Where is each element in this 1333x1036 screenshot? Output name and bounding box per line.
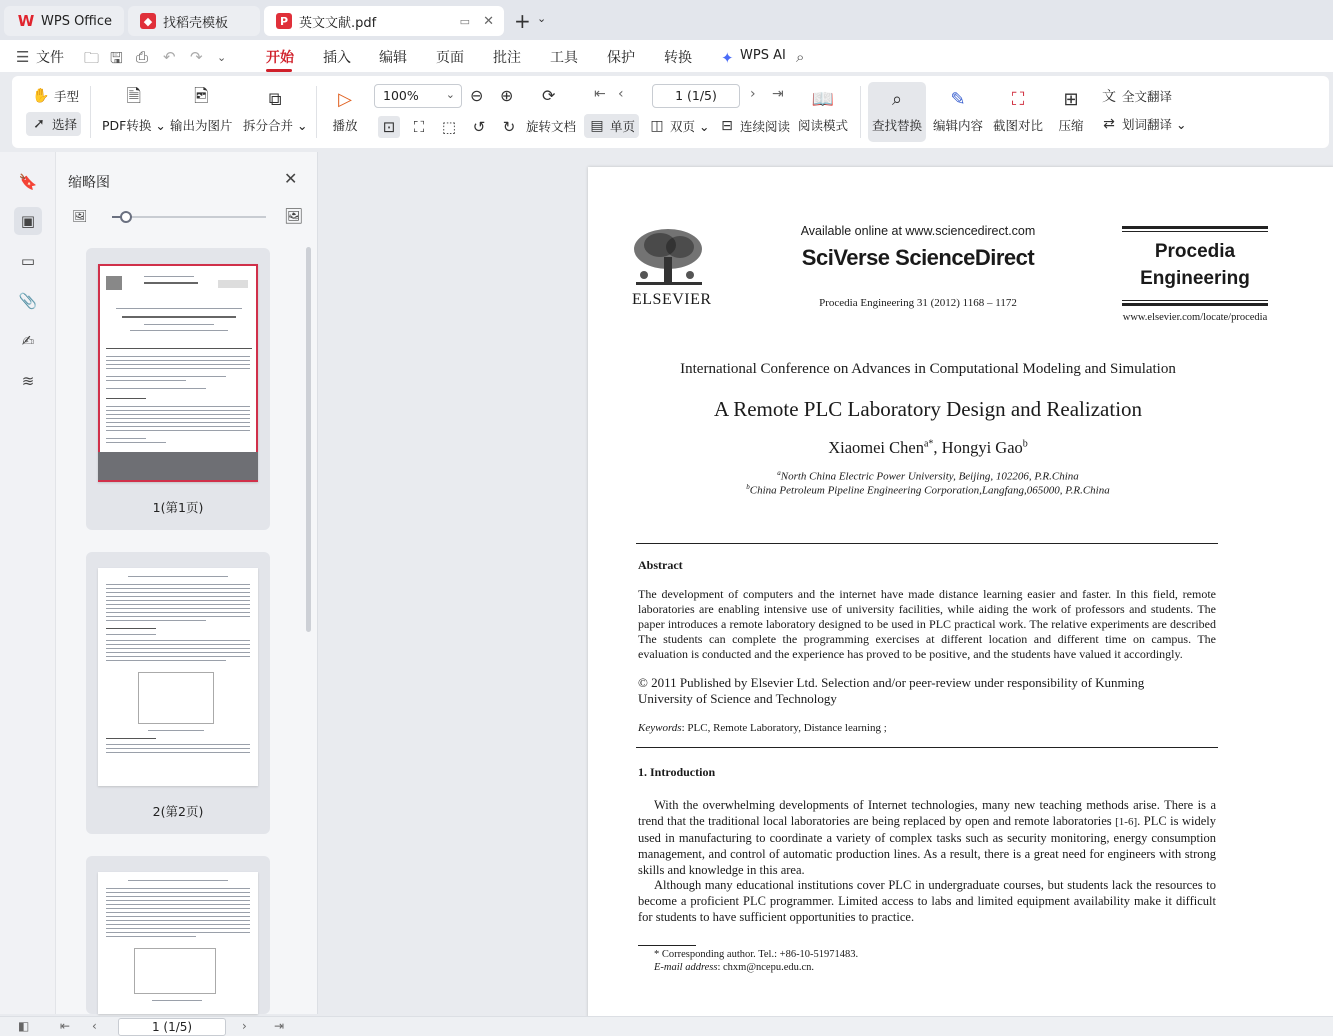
intro-text-a: With the overwhelming developments of Internet technologies, many new teaching methods arise. There is a trend that the traditional local laboratories are being replaced by open and remote laboratories	[638, 798, 1216, 828]
slider-handle[interactable]	[120, 211, 132, 223]
word-translate-label: 划词翻译	[1122, 117, 1173, 132]
tab-label: 找稻壳模板	[163, 15, 229, 31]
thumbnail-page-2[interactable]	[98, 568, 258, 786]
thumbnail-panel	[56, 152, 318, 1014]
double-page-label: 双页	[670, 119, 696, 134]
screenshot-compare-label: 截图对比	[993, 118, 1044, 133]
pdf-to-word-icon: 🗎	[126, 86, 142, 107]
thumbnail-panel-title: 缩略图	[68, 175, 110, 191]
tab-docer-template[interactable]	[128, 6, 260, 36]
status-bar	[0, 1016, 1333, 1036]
pdf-convert-label: PDF转换	[102, 118, 152, 133]
fit-width-icon[interactable]: ⬚	[441, 118, 457, 136]
find-replace-button[interactable]	[868, 82, 926, 142]
divider	[90, 86, 91, 138]
hamburger-icon[interactable]: ☰	[16, 48, 30, 66]
play-label: 播放	[332, 118, 358, 133]
edit-content-button[interactable]	[933, 86, 983, 134]
thumbnail-scrollbar[interactable]	[306, 247, 311, 632]
large-image-icon[interactable]: 🖼	[284, 207, 304, 225]
status-page-input[interactable]: 1 (1/5)	[118, 1018, 226, 1036]
wps-ai-icon: ✦	[721, 49, 734, 67]
affiliation-b	[628, 483, 1228, 497]
bookmark-icon[interactable]: 🔖	[18, 173, 38, 191]
folder-icon[interactable]: 🗀	[84, 49, 100, 67]
layers-icon[interactable]: ≋	[21, 372, 35, 390]
close-icon[interactable]: ✕	[284, 169, 298, 188]
rotate-right-icon[interactable]: ↻	[502, 118, 516, 136]
menu-edit[interactable]: 编辑	[379, 50, 407, 66]
introduction-paragraph-1	[638, 797, 1216, 878]
journal-name-line1: Procedia	[1154, 241, 1236, 262]
affiliation-a-sup: a	[777, 469, 781, 477]
introduction-paragraph-2: Although many educational institutions cover PLC in undergraduate courses, but students lack the resources to become a proficient PLC programmer. Limited access to labs and limited equipment availability make it difficult for students to have sufficient opportunities to practice.	[638, 878, 1216, 924]
full-translate-label: 全文翻译	[1122, 89, 1173, 104]
split-merge-icon: ⧉	[268, 88, 282, 110]
footnote-email	[654, 962, 814, 973]
email-value: : chxm@ncepu.edu.cn.	[717, 962, 815, 973]
chevron-down-icon[interactable]: ⌄	[217, 51, 227, 64]
keywords	[638, 722, 887, 734]
menu-tools[interactable]: 工具	[550, 50, 578, 66]
full-translate-button[interactable]	[1096, 84, 1176, 108]
screenshot-icon: ⛶	[1011, 88, 1025, 110]
conference-name: International Conference on Advances in Computational Modeling and Simulation	[680, 361, 1176, 377]
hand-tool-button[interactable]	[28, 84, 83, 108]
comment-icon[interactable]: ▭	[20, 252, 36, 270]
compress-button[interactable]	[1058, 86, 1084, 134]
footnote-corresponding: * Corresponding author. Tel.: +86-10-51971483.	[654, 949, 859, 960]
split-merge-label: 拆分合并	[243, 118, 294, 133]
pdf-convert-button[interactable]: 🗎 PDF转换 ⌄	[102, 86, 166, 133]
hand-tool-label: 手型	[54, 89, 80, 104]
abstract-heading: Abstract	[638, 558, 683, 572]
pdf-page	[588, 167, 1333, 1027]
menu-page[interactable]: 页面	[436, 50, 464, 66]
double-page-icon: ◫	[650, 118, 664, 134]
keywords-text: : PLC, Remote Laboratory, Distance learning ;	[681, 722, 887, 734]
author-1-sup: a*	[923, 438, 934, 450]
available-online: Available online at www.sciencedirect.com	[800, 224, 1036, 238]
save-icon[interactable]: 🖫	[110, 49, 123, 67]
thumbnail-page-1[interactable]	[98, 264, 258, 482]
citation: Procedia Engineering 31 (2012) 1168 – 1172	[819, 297, 1017, 309]
thumbnail-label: 2(第2页)	[152, 804, 204, 819]
undo-icon[interactable]: ↶	[163, 48, 176, 66]
search-icon: ⌕	[891, 88, 903, 110]
signature-icon[interactable]: ✍	[21, 332, 35, 350]
thumbnail-footer-shade	[98, 452, 258, 480]
continuous-label: 连续阅读	[740, 119, 791, 134]
double-page-button[interactable]: ◫ 双页 ⌄	[644, 114, 713, 138]
read-mode-label: 阅读模式	[798, 118, 849, 133]
left-rail	[0, 152, 56, 1014]
translate-icon: 文	[1102, 89, 1116, 105]
new-tab-icon[interactable]: +	[514, 9, 531, 33]
authors	[628, 438, 1228, 458]
thumbnail-size-slider[interactable]	[112, 216, 266, 218]
menu-convert[interactable]: 转换	[664, 50, 692, 66]
last-page-icon[interactable]: ⇥	[274, 1019, 285, 1033]
menu-file[interactable]: 文件	[36, 50, 64, 66]
page-number-input[interactable]: 1 (1/5)	[652, 84, 740, 108]
thumbnail-card[interactable]	[86, 856, 270, 1014]
word-translate-button[interactable]: ⇄ 划词翻译 ⌄	[1096, 112, 1190, 136]
chevron-down-icon: ⌄	[445, 88, 455, 101]
pdf-icon: P	[276, 13, 292, 29]
journal-url[interactable]: www.elsevier.com/locate/procedia	[1122, 312, 1268, 323]
edit-content-label: 编辑内容	[933, 118, 984, 133]
tab-wps-office[interactable]	[4, 6, 124, 36]
compress-icon: ⊞	[1063, 88, 1079, 110]
cursor-icon: ➚	[33, 116, 45, 132]
next-page-icon[interactable]: ›	[750, 86, 756, 102]
wps-logo-icon: W	[17, 12, 35, 30]
rotate-doc-label[interactable]: 旋转文档	[526, 119, 577, 134]
publisher-name: ELSEVIER	[632, 291, 712, 308]
rotate-doc-icon[interactable]: ⟳	[542, 86, 556, 105]
affiliation-b-sup: b	[746, 483, 750, 491]
actual-size-icon[interactable]: ⊡	[378, 116, 400, 138]
author-2: Hongyi Gao	[941, 438, 1023, 457]
active-menu-indicator	[266, 69, 292, 72]
section-rule	[636, 543, 1218, 544]
image-export-icon: 🖻	[194, 86, 209, 107]
chevron-down-icon[interactable]: ⌄	[537, 12, 547, 25]
figure-diagram	[134, 948, 216, 994]
footnote-rule	[638, 945, 696, 946]
copyright-notice: © 2011 Published by Elsevier Ltd. Selection and/or peer-review under responsibility of Kunming University of Science and Technology	[638, 675, 1145, 706]
zoom-out-icon[interactable]: ⊖	[470, 86, 484, 105]
keywords-label: Keywords	[638, 722, 682, 734]
select-tool-button[interactable]	[26, 112, 81, 136]
journal-rule	[1122, 303, 1268, 306]
section-rule	[636, 747, 1218, 748]
email-label: E-mail address	[654, 962, 718, 973]
rotate-left-icon[interactable]: ↺	[472, 118, 486, 136]
continuous-read-button[interactable]	[714, 114, 794, 138]
thumbnail-label: 1(第1页)	[152, 500, 204, 515]
next-page-icon[interactable]: ›	[242, 1019, 247, 1033]
tab-label: WPS Office	[41, 13, 113, 29]
hand-icon: ✋	[32, 88, 50, 104]
introduction-heading: 1. Introduction	[638, 765, 716, 779]
journal-rule	[1122, 231, 1268, 232]
menu-bar	[0, 40, 1333, 72]
thumbnail-page-3[interactable]	[98, 872, 258, 1014]
close-icon[interactable]: ✕	[483, 13, 494, 29]
sidebar-toggle-icon[interactable]: ◧	[18, 1019, 30, 1033]
menu-annotate[interactable]: 批注	[493, 50, 521, 66]
first-page-icon[interactable]: ⇤	[594, 86, 606, 102]
search-icon[interactable]: ⌕	[796, 48, 805, 66]
screenshot-compare-button[interactable]	[993, 86, 1043, 134]
single-page-button[interactable]	[584, 114, 639, 138]
zoom-in-icon[interactable]: ⊕	[500, 86, 514, 105]
paper-title: A Remote PLC Laboratory Design and Realization	[713, 397, 1143, 421]
elsevier-tree-logo	[630, 227, 706, 287]
journal-name-line2: Engineering	[1140, 268, 1250, 289]
single-page-icon: ▤	[590, 118, 604, 134]
abstract-text: The development of computers and the internet have made distance learning easier and faster. In this field, remote laboratories are enabling intensive use of university facilities, while aiding the work of professors and students. The paper introduces a remote laboratory designed to be used in PLC practical work. The relative experiments are described The students can complete the programming exercises at different location and different time on campus. The evaluation is conducted and the experience has proved to be positive, and the students have valued it accordingly.	[638, 587, 1216, 661]
figure-diagram	[138, 672, 214, 724]
thumbnail-icon[interactable]: ▣	[14, 207, 42, 235]
journal-rule	[1122, 226, 1268, 229]
ribbon-toolbar	[12, 76, 1329, 148]
export-image-button[interactable]	[170, 86, 233, 134]
play-icon: ▷	[338, 88, 352, 110]
select-tool-label: 选择	[52, 117, 78, 132]
author-separator: ,	[933, 438, 942, 457]
zoom-value: 100%	[383, 88, 419, 103]
thumbnail-card[interactable]	[86, 552, 270, 834]
export-image-label: 输出为图片	[170, 118, 233, 133]
affiliation-b-text: China Petroleum Pipeline Engineering Corporation,Langfang,065000, P.R.China	[749, 484, 1110, 497]
menu-protect[interactable]: 保护	[607, 50, 635, 66]
book-icon: 📖	[811, 88, 835, 110]
document-viewport	[318, 152, 1333, 1014]
split-merge-button[interactable]: ⧉ 拆分合并 ⌄	[243, 86, 307, 134]
author-2-sup: b	[1022, 438, 1028, 450]
intro-text-b: . PLC is widely used in manufacturing to coordinate a variety of complex tasks such as security monitoring, energy consumption management, and control of automatic production lines. As a result, there is a great need for engineers with strong skills and knowledge in this area.	[638, 814, 1216, 877]
small-image-icon[interactable]: 🖼	[72, 209, 88, 223]
play-button[interactable]	[332, 86, 358, 134]
compress-label: 压缩	[1058, 118, 1084, 133]
author-1: Xiaomei Chen	[828, 438, 924, 457]
find-replace-label: 查找替换	[871, 118, 922, 133]
brand-name: SciVerse ScienceDirect	[801, 245, 1035, 270]
tab-pdf-document[interactable]	[264, 6, 504, 36]
word-translate-icon: ⇄	[1103, 116, 1115, 132]
prev-page-icon[interactable]: ‹	[618, 86, 624, 102]
divider	[316, 86, 317, 138]
attachment-icon[interactable]: 📎	[18, 292, 38, 310]
read-mode-button[interactable]	[798, 86, 848, 134]
first-page-icon[interactable]: ⇤	[60, 1019, 71, 1033]
tab-bar	[0, 0, 1333, 40]
window-mode-icon[interactable]: ▭	[459, 14, 470, 28]
last-page-icon[interactable]: ⇥	[772, 86, 784, 102]
affiliation-a	[628, 469, 1228, 483]
tab-label: 英文文献.pdf	[299, 15, 377, 31]
affiliation-a-text: North China Electric Power University, Beijing, 102206, P.R.China	[780, 470, 1079, 483]
docer-icon: ◆	[140, 13, 156, 29]
thumbnail-card[interactable]	[86, 248, 270, 530]
menu-home[interactable]: 开始	[266, 50, 294, 66]
edit-icon: ✎	[950, 88, 966, 110]
prev-page-icon[interactable]: ‹	[92, 1019, 97, 1033]
single-page-label: 单页	[610, 119, 636, 134]
journal-rule	[1122, 300, 1268, 301]
menu-insert[interactable]: 插入	[323, 50, 351, 66]
continuous-icon: ⊟	[721, 118, 733, 134]
fit-page-icon[interactable]: ⛶	[413, 118, 425, 136]
divider	[860, 86, 861, 138]
zoom-select[interactable]	[374, 84, 462, 108]
redo-icon[interactable]: ↷	[190, 48, 203, 66]
print-icon[interactable]: ⎙	[136, 48, 149, 66]
citation-ref: [1-6]	[1115, 816, 1138, 828]
menu-wps-ai[interactable]: WPS AI	[740, 48, 786, 63]
